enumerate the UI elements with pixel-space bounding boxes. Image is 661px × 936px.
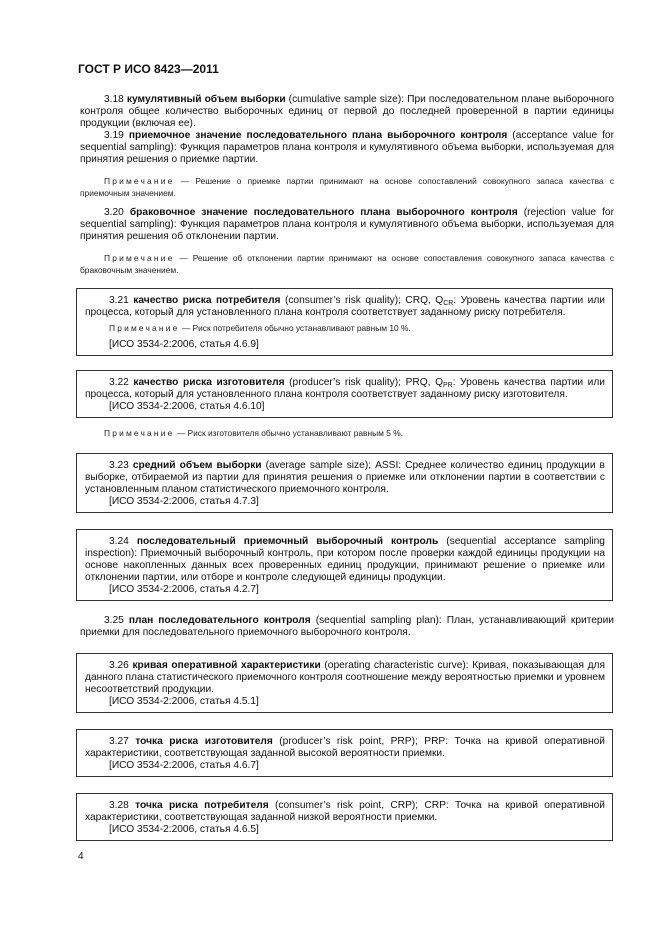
- term-number: 3.18: [104, 94, 124, 105]
- term-box-3-26: [76, 653, 613, 713]
- term-number: 3.25: [104, 615, 124, 626]
- note-3-21: [85, 323, 605, 335]
- note-label: Примечание: [104, 427, 175, 438]
- term-number: 3.28: [109, 800, 129, 811]
- term-3-26: [85, 660, 605, 696]
- term-title: точка риска потребителя: [135, 800, 269, 811]
- term-number: 3.26: [109, 660, 129, 671]
- term-3-21: [85, 295, 605, 319]
- term-number: 3.20: [104, 207, 124, 218]
- source-reference: [ИСО 3534-2:2006, статья 4.6.5]: [109, 824, 259, 835]
- note-label: Примечание: [109, 323, 180, 333]
- term-box-3-23: [76, 453, 613, 513]
- note-label: Примечание: [104, 253, 175, 263]
- term-box-3-27: [76, 729, 613, 777]
- note-3-20: [80, 253, 614, 276]
- term-number: 3.19: [104, 130, 124, 141]
- note-label: Примечание: [104, 176, 175, 186]
- term-box-3-28: [76, 793, 613, 841]
- symbol-subscript: CR: [443, 300, 454, 307]
- term-definition-rest: : Уровень качества партии или процесса, который для установленного плана контроля соответствует заданному риску потребителя.: [85, 295, 605, 318]
- term-3-24: [85, 536, 605, 584]
- term-number: 3.21: [109, 295, 129, 306]
- document-header: ГОСТ Р ИСО 8423—2011: [78, 62, 219, 76]
- term-3-28: [85, 800, 605, 824]
- term-box-3-21: [76, 288, 613, 356]
- term-box-3-24: [76, 529, 613, 601]
- term-title: качество риска изготовителя: [133, 376, 285, 388]
- note-3-22: [80, 428, 614, 440]
- term-3-18: [80, 94, 614, 130]
- term-3-19: [80, 130, 614, 166]
- note-text: — Решение об отклонении партии принимают на основе сопоставления совокупного запаса качества с браковочным значением.: [80, 253, 614, 275]
- term-number: 3.23: [109, 460, 129, 471]
- source-reference: [ИСО 3534-2:2006, статья 4.6.9]: [109, 338, 259, 350]
- source-reference: [ИСО 3534-2:2006, статья 4.6.10]: [109, 400, 265, 412]
- term-title: приемочное значение последовательного плана выборочного контроля: [128, 130, 508, 141]
- source-reference: [ИСО 3534-2:2006, статья 4.2.7]: [109, 584, 259, 595]
- note-text: — Решение о приемке партии принимают на основе сопоставлений совокупного запаса качества с приемочным значением.: [80, 176, 615, 198]
- document-body: [80, 94, 614, 841]
- term-definition: (producer’s risk point, PRP); PRP: Точка на кривой оперативной характеристики, соответствующая заданной высокой вероятности приемки.: [85, 736, 605, 759]
- term-3-25: [80, 615, 614, 639]
- note-text: — Риск потребителя обычно устанавливают равным 10 %.: [181, 323, 411, 333]
- term-definition: (producer’s risk quality); PRQ, Q: [289, 376, 444, 388]
- note-text: — Риск изготовителя обычно устанавливают равным 5 %.: [176, 427, 403, 438]
- term-definition-rest: : Уровень качества партии или процесса, который для установленного плана контроля соответствует заданному риску изготовителя.: [85, 376, 605, 400]
- term-definition: (consumer’s risk quality); CRQ, Q: [284, 295, 444, 306]
- term-number: 3.27: [109, 736, 129, 747]
- term-title: браковочное значение последовательного плана выборочного контроля: [129, 207, 518, 218]
- source-reference: [ИСО 3534-2:2006, статья 4.7.3]: [109, 496, 259, 507]
- note-3-19: [80, 176, 614, 199]
- term-title: точка риска изготовителя: [135, 736, 273, 747]
- term-3-22: [85, 377, 605, 401]
- source-reference: [ИСО 3534-2:2006, статья 4.5.1]: [109, 696, 259, 707]
- term-number: 3.22: [109, 376, 129, 388]
- term-definition: (sequential acceptance sampling inspection): Приемочный выборочный контроль, при котором после проверки каждой единицы продукции на основе накопленных данных всех проверенных единиц продукции, принимают решение о приемке или отклонении партии, или отборе и контроле следующей единицы продукции.: [85, 536, 605, 583]
- term-definition: (sequential sampling plan): План, устанавливающий критерии приемки для последовательного приемочного выборочного контроля.: [80, 615, 614, 638]
- term-definition: (average sample size); ASSI: Среднее количество единиц продукции в выборке, отбираемой из партии для принятия решения о приемке или отклонении партии в соответствии с установленным планом статистического приемочного контроля.: [85, 460, 605, 495]
- term-3-20: [80, 207, 614, 243]
- term-title: кривая оперативной характеристики: [132, 660, 321, 671]
- term-title: средний объем выборки: [132, 460, 262, 471]
- symbol-subscript: PR: [443, 381, 453, 389]
- term-title: кумулятивный объем выборки: [126, 94, 286, 105]
- term-definition: (operating characteristic curve): Кривая, показывающая для данного плана статистического приемочного контроля соотношение между вероятностью приемки и уровнем несоответствий продукции.: [85, 660, 605, 695]
- source-reference: [ИСО 3534-2:2006, статья 4.6.7]: [109, 760, 259, 771]
- term-definition: (rejection value for sequential sampling): Функция параметров плана контроля и кумулятивного объема выборки, используемая для принятия решения об отклонении партии.: [80, 207, 614, 242]
- term-title: план последовательного контроля: [128, 615, 311, 626]
- term-box-3-22: [76, 370, 613, 418]
- term-definition: (acceptance value for sequential sampling): Функция параметров плана контроля и кумулятивного объема выборки, используемая для принятия решения о приемке партии.: [80, 130, 614, 165]
- term-3-27: [85, 736, 605, 760]
- term-number: 3.24: [109, 536, 129, 547]
- term-title: качество риска потребителя: [133, 295, 281, 306]
- term-definition: (consumer’s risk point, CRP); CRP: Точка на кривой оперативной характеристики, соответствующая заданной низкой вероятности приемки.: [85, 800, 605, 823]
- term-title: последовательный приемочный выборочный контроль: [136, 536, 439, 547]
- term-3-23: [85, 460, 605, 496]
- page-number: 4: [78, 851, 84, 862]
- term-definition: (cumulative sample size): При последовательном плане выборочного контроля общее количество выборочных единиц от первой до последней проверенной в партии единицы продукции (включая ее).: [80, 94, 614, 129]
